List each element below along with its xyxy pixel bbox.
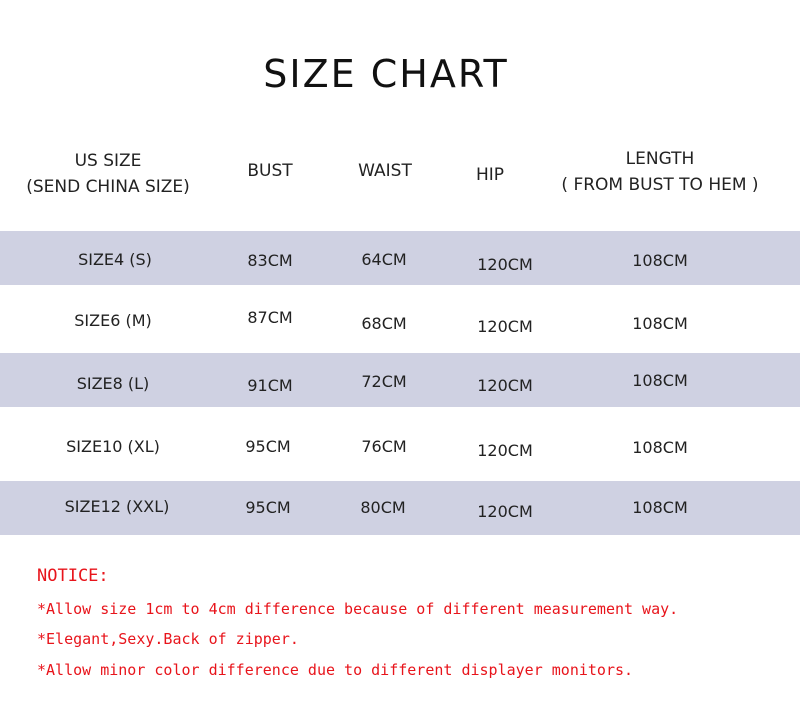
cell-hip: 120CM: [477, 317, 533, 336]
notice-line: *Allow size 1cm to 4cm difference because of different measurement way.: [37, 600, 679, 618]
cell-waist: 80CM: [360, 498, 406, 517]
table-row: [0, 231, 800, 285]
notice-line: *Allow minor color difference due to different displayer monitors.: [37, 661, 634, 679]
table-row: [0, 285, 800, 353]
cell-length: 108CM: [632, 371, 688, 390]
cell-hip: 120CM: [477, 376, 533, 395]
header-hip: [460, 162, 520, 188]
header-waist: [345, 158, 425, 184]
cell-hip: 120CM: [477, 255, 533, 274]
cell-size: SIZE4 (S): [78, 250, 152, 269]
header-bust: [230, 158, 310, 184]
cell-waist: 76CM: [361, 437, 407, 456]
cell-bust: 91CM: [247, 376, 293, 395]
header-us-size-line2: (SEND CHINA SIZE): [26, 177, 190, 197]
cell-waist: 72CM: [361, 372, 407, 391]
header-waist-label: WAIST: [358, 161, 412, 181]
cell-length: 108CM: [632, 251, 688, 270]
cell-size: SIZE6 (M): [74, 311, 152, 330]
notice-heading: NOTICE:: [37, 566, 109, 586]
cell-size: SIZE8 (L): [76, 374, 150, 393]
notice-line: *Elegant,Sexy.Back of zipper.: [37, 630, 299, 648]
table-row: [0, 407, 800, 481]
header-us-size: [0, 148, 216, 200]
cell-size: SIZE12 (XXL): [64, 497, 170, 516]
header-length-line2: ( FROM BUST TO HEM ): [561, 175, 759, 195]
cell-hip: 120CM: [477, 441, 533, 460]
cell-size: SIZE10 (XL): [66, 437, 160, 456]
cell-bust: 95CM: [245, 437, 291, 456]
header-length-line1: LENGTH: [625, 149, 695, 169]
cell-bust: 95CM: [245, 498, 291, 517]
header-hip-label: HIP: [475, 165, 505, 185]
header-us-size-line1: US SIZE: [74, 151, 142, 171]
cell-length: 108CM: [632, 438, 688, 457]
cell-waist: 68CM: [361, 314, 407, 333]
header-length: [540, 146, 780, 198]
table-row: [0, 353, 800, 407]
page-title: SIZE CHART: [263, 52, 509, 96]
header-bust-label: BUST: [247, 161, 293, 181]
cell-length: 108CM: [632, 498, 688, 517]
cell-bust: 83CM: [247, 251, 293, 270]
cell-length: 108CM: [632, 314, 688, 333]
cell-bust: 87CM: [247, 308, 293, 327]
cell-waist: 64CM: [361, 250, 407, 269]
cell-hip: 120CM: [477, 502, 533, 521]
table-row: [0, 481, 800, 535]
